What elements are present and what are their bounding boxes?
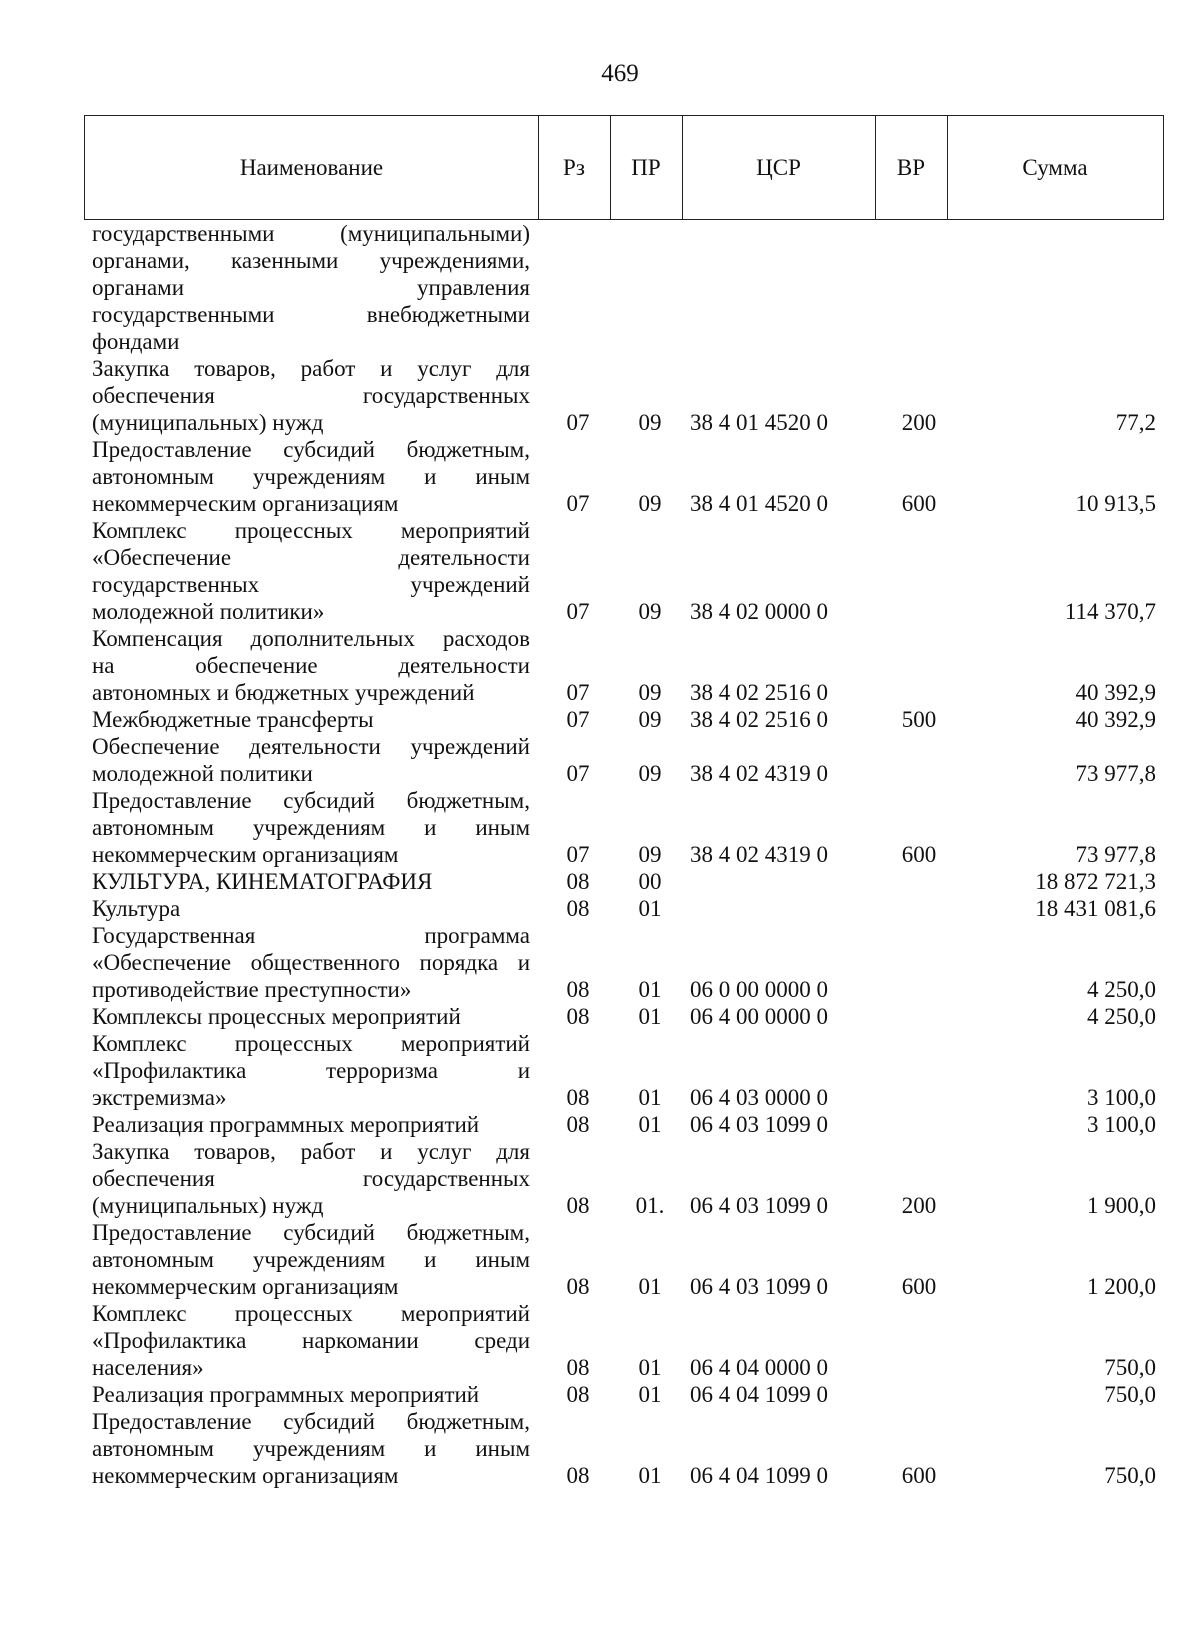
table-row	[84, 436, 1164, 517]
row-pr: 01	[638, 1274, 662, 1299]
row-rz: 08	[566, 1274, 590, 1299]
row-name-line: населения»	[92, 1355, 204, 1380]
row-rz: 08	[566, 896, 590, 921]
row-name-line: фондами	[92, 329, 180, 354]
row-pr: 01	[638, 1463, 662, 1488]
row-name-line: органами, казенными учреждениями,	[92, 248, 530, 273]
row-rz: 08	[566, 1193, 590, 1218]
row-csr: 06 4 03 1099 0	[690, 1274, 828, 1299]
row-rz: 07	[566, 491, 590, 516]
row-rz: 07	[566, 680, 590, 705]
table-row	[84, 1408, 1164, 1489]
row-csr: 38 4 02 4319 0	[690, 842, 828, 867]
row-name	[84, 625, 530, 706]
row-sum: 73 977,8	[1075, 842, 1156, 867]
row-name-line: Реализация программных мероприятий	[92, 1112, 480, 1137]
row-rz: 08	[566, 1382, 590, 1407]
row-csr: 06 0 00 0000 0	[690, 977, 828, 1002]
row-name-line: «Профилактика терроризма и	[92, 1058, 530, 1083]
row-name-line: «Обеспечение деятельности	[92, 545, 530, 570]
row-name-line: государственными (муниципальными)	[92, 221, 530, 246]
row-csr: 06 4 03 1099 0	[690, 1112, 828, 1137]
table-row	[84, 1030, 1164, 1111]
row-sum: 18 431 081,6	[1035, 896, 1156, 921]
row-name-line: Государственная программа	[92, 923, 530, 948]
row-rz: 08	[566, 1355, 590, 1380]
row-pr: 09	[638, 599, 662, 624]
row-vr: 600	[901, 842, 937, 867]
row-name-line: государственными внебюджетными	[92, 302, 530, 327]
row-name-line: Предоставление субсидий бюджетным,	[92, 1409, 530, 1434]
row-csr: 06 4 04 0000 0	[690, 1355, 828, 1380]
row-rz: 08	[566, 869, 590, 894]
table-row	[84, 1138, 1164, 1219]
row-name-line: молодежной политики»	[92, 599, 325, 624]
row-csr: 06 4 03 1099 0	[690, 1193, 828, 1218]
header-rz: Рз	[563, 154, 585, 180]
row-vr: 600	[901, 1463, 937, 1488]
row-name-line: обеспечения государственных	[92, 383, 530, 408]
budget-table	[84, 115, 1164, 1489]
row-sum: 750,0	[1104, 1382, 1156, 1407]
table-row	[84, 1300, 1164, 1381]
row-pr: 01	[638, 1112, 662, 1137]
row-name-line: (муниципальных) нужд	[92, 410, 324, 435]
row-name	[84, 787, 530, 868]
row-name	[84, 220, 530, 355]
row-name	[84, 1408, 530, 1489]
table-row	[84, 868, 1164, 895]
header-pr: ПР	[631, 154, 661, 180]
row-name-line: «Обеспечение общественного порядка и	[92, 950, 530, 975]
row-rz: 08	[566, 1112, 590, 1137]
row-name	[84, 1381, 530, 1408]
row-name-line: Предоставление субсидий бюджетным,	[92, 1220, 530, 1245]
row-rz: 07	[566, 707, 590, 732]
row-rz: 07	[566, 842, 590, 867]
row-csr: 38 4 02 2516 0	[690, 680, 828, 705]
row-name-line: молодежной политики	[92, 761, 313, 786]
row-rz: 08	[566, 1085, 590, 1110]
row-pr: 09	[638, 842, 662, 867]
row-name-line: Предоставление субсидий бюджетным,	[92, 788, 530, 813]
row-rz: 08	[566, 1004, 590, 1029]
row-name-line: Комплекс процессных мероприятий	[92, 1031, 530, 1056]
table-row	[84, 517, 1164, 625]
row-name-line: Закупка товаров, работ и услуг для	[92, 1139, 530, 1164]
header-csr: ЦСР	[756, 154, 801, 180]
row-name-line: автономным учреждениям и иным	[92, 1436, 530, 1461]
row-rz: 07	[566, 761, 590, 786]
row-name	[84, 733, 530, 787]
row-pr: 01	[638, 896, 662, 921]
row-csr: 38 4 01 4520 0	[690, 491, 828, 516]
row-name-line: КУЛЬТУРА, КИНЕМАТОГРАФИЯ	[92, 869, 433, 894]
row-name-line: государственных учреждений	[92, 572, 530, 597]
row-csr: 38 4 02 4319 0	[690, 761, 828, 786]
row-sum: 18 872 721,3	[1035, 869, 1156, 894]
row-name-line: Комплекс процессных мероприятий	[92, 518, 530, 543]
page-number: 469	[601, 60, 639, 87]
row-name-line: автономным учреждениям и иным	[92, 815, 530, 840]
row-sum: 10 913,5	[1075, 491, 1156, 516]
row-name-line: некоммерческим организациям	[92, 491, 399, 516]
row-vr: 200	[901, 1193, 937, 1218]
row-sum: 4 250,0	[1087, 1004, 1156, 1029]
table-row	[84, 733, 1164, 787]
row-name-line: автономным учреждениям и иным	[92, 1247, 530, 1272]
row-name	[84, 922, 530, 1003]
table-row	[84, 1219, 1164, 1300]
row-name	[84, 355, 530, 436]
row-name	[84, 1111, 530, 1138]
row-name-line: органами управления	[92, 275, 530, 300]
table-row	[84, 625, 1164, 706]
row-csr: 06 4 00 0000 0	[690, 1004, 828, 1029]
row-pr: 01	[638, 1085, 662, 1110]
row-vr: 500	[901, 707, 937, 732]
header-sum: Сумма	[1022, 154, 1088, 180]
row-pr: 01.	[635, 1193, 665, 1218]
row-name-line: автономным учреждениям и иным	[92, 464, 530, 489]
row-name-line: автономных и бюджетных учреждений	[92, 680, 475, 705]
row-name	[84, 1219, 530, 1300]
row-pr: 09	[638, 491, 662, 516]
row-sum: 73 977,8	[1075, 761, 1156, 786]
row-name-line: Обеспечение деятельности учреждений	[92, 734, 530, 759]
table-row	[84, 1003, 1164, 1030]
row-name-line: некоммерческим организациям	[92, 842, 399, 867]
row-vr: 600	[901, 1274, 937, 1299]
row-pr: 09	[638, 761, 662, 786]
row-pr: 01	[638, 977, 662, 1002]
row-sum: 114 370,7	[1064, 599, 1156, 624]
table-row	[84, 1381, 1164, 1408]
row-name-line: на обеспечение деятельности	[92, 653, 530, 678]
row-sum: 750,0	[1104, 1355, 1156, 1380]
row-name	[84, 1003, 530, 1030]
row-csr: 38 4 02 2516 0	[690, 707, 828, 732]
row-name-line: Реализация программных мероприятий	[92, 1382, 480, 1407]
row-name	[84, 1138, 530, 1219]
row-name-line: Культура	[92, 896, 181, 921]
row-sum: 77,2	[1115, 410, 1156, 435]
row-sum: 40 392,9	[1075, 680, 1156, 705]
row-rz: 08	[566, 977, 590, 1002]
row-name-line: противодействие преступности»	[92, 977, 412, 1002]
row-name	[84, 706, 530, 733]
row-rz: 08	[566, 1463, 590, 1488]
table-row	[84, 895, 1164, 922]
table-row	[84, 220, 1164, 355]
row-name	[84, 868, 530, 895]
row-csr: 38 4 01 4520 0	[690, 410, 828, 435]
table-body	[84, 220, 1164, 1489]
row-csr: 06 4 04 1099 0	[690, 1463, 828, 1488]
row-name-line: «Профилактика наркомании среди	[92, 1328, 530, 1353]
row-name	[84, 517, 530, 625]
row-name-line: Комплексы процессных мероприятий	[92, 1004, 461, 1029]
row-name-line: Закупка товаров, работ и услуг для	[92, 356, 530, 381]
row-pr: 01	[638, 1382, 662, 1407]
row-name-line: некоммерческим организациям	[92, 1463, 399, 1488]
row-name-line: Компенсация дополнительных расходов	[92, 626, 530, 651]
row-pr: 01	[638, 1004, 662, 1029]
table-row	[84, 922, 1164, 1003]
row-sum: 1 900,0	[1087, 1193, 1156, 1218]
table-row	[84, 1111, 1164, 1138]
row-csr: 06 4 03 0000 0	[690, 1085, 828, 1110]
row-name-line: обеспечения государственных	[92, 1166, 530, 1191]
row-name	[84, 436, 530, 517]
row-name-line: Комплекс процессных мероприятий	[92, 1301, 530, 1326]
row-name-line: Межбюджетные трансферты	[92, 707, 374, 732]
row-name	[84, 1300, 530, 1381]
row-sum: 40 392,9	[1075, 707, 1156, 732]
table-row	[84, 355, 1164, 436]
row-pr: 00	[638, 869, 662, 894]
row-name	[84, 895, 530, 922]
header-vr: ВР	[896, 154, 926, 180]
row-name-line: некоммерческим организациям	[92, 1274, 399, 1299]
row-name-line: Предоставление субсидий бюджетным,	[92, 437, 530, 462]
header-name: Наименование	[239, 154, 384, 180]
row-sum: 4 250,0	[1087, 977, 1156, 1002]
row-sum: 1 200,0	[1087, 1274, 1156, 1299]
row-csr: 06 4 04 1099 0	[690, 1382, 828, 1407]
row-vr: 200	[901, 410, 937, 435]
table-row	[84, 787, 1164, 868]
row-pr: 09	[638, 410, 662, 435]
row-sum: 750,0	[1104, 1463, 1156, 1488]
row-sum: 3 100,0	[1087, 1112, 1156, 1137]
row-pr: 01	[638, 1355, 662, 1380]
row-name	[84, 1030, 530, 1111]
table-row	[84, 706, 1164, 733]
row-vr: 600	[901, 491, 937, 516]
table-header	[84, 115, 1164, 220]
row-sum: 3 100,0	[1087, 1085, 1156, 1110]
row-csr: 38 4 02 0000 0	[690, 599, 828, 624]
row-rz: 07	[566, 410, 590, 435]
row-pr: 09	[638, 707, 662, 732]
row-name-line: (муниципальных) нужд	[92, 1193, 324, 1218]
row-name-line: экстремизма»	[92, 1085, 227, 1110]
row-pr: 09	[638, 680, 662, 705]
row-rz: 07	[566, 599, 590, 624]
